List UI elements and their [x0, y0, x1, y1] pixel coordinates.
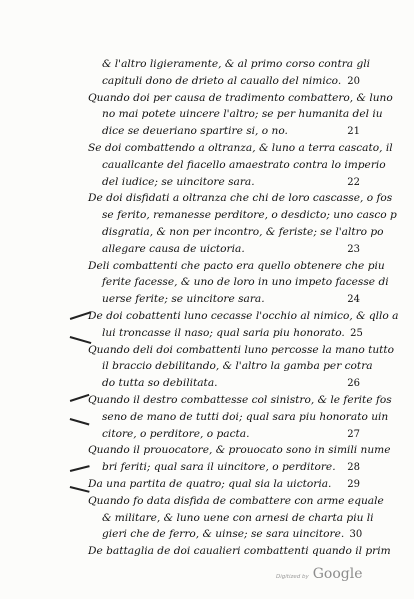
text-line: del iudice; se uincitore sara. 22: [88, 174, 360, 191]
chapter-number: 27: [347, 428, 360, 440]
text-line: il braccio debilitando, & l'altro la gamba per cotra: [102, 360, 373, 373]
google-logo: Google: [312, 566, 363, 582]
text-line: Quando doi per causa de tradimento combattero, & luno: [88, 91, 393, 104]
text-line: seno de mano de tutti doi; qual sara piu honorato uin: [102, 410, 389, 423]
digitized-by-label: Digitized by: [276, 574, 309, 580]
chapter-number: 25: [350, 327, 363, 339]
chapter-number: 28: [347, 462, 360, 474]
chapter-number: 26: [347, 378, 360, 390]
chapter-number: 30: [349, 529, 363, 541]
margin-mark: [70, 418, 90, 425]
text-line: allegare causa de uictoria. 23: [88, 241, 360, 258]
text-line: gieri che de ferro, & uinse; se sara uincitore. 30: [88, 526, 360, 543]
text-line: citore, o perditore, o pacta. 27: [88, 426, 360, 443]
text-line: De doi disfidati a oltranza che chi de loro cascasse, o fos: [88, 192, 393, 205]
text-line: Da una partita de quatro; qual sia la uictoria. 29: [88, 476, 360, 493]
chapter-number: 21: [347, 126, 360, 138]
text-line: Deli combattenti che pacto era quello obtenere che piu: [88, 259, 385, 272]
text-line: Quando il prouocatore, & prouocato sono in simili nume: [88, 444, 391, 457]
text-line: se ferito, remanesse perditore, o desdicto; uno casco p: [102, 209, 397, 222]
text-line: uerse ferite; se uincitore sara. 24: [88, 291, 360, 308]
chapter-number: 24: [347, 294, 360, 306]
text-line: Se doi combattendo a oltranza, & luno a terra cascato, il: [88, 141, 393, 154]
text-line: De doi cobattenti luno cecasse l'occhio al nimico, & qllo a: [88, 309, 399, 322]
chapter-number: 29: [347, 478, 360, 490]
chapter-number: 20: [347, 75, 360, 87]
text-line: no mai potete uincere l'altro; se per humanita del iu: [102, 108, 383, 121]
text-line: capituli dono de drieto al cauallo del nimico. 20: [88, 73, 360, 90]
margin-mark: [70, 394, 89, 402]
margin-mark: [70, 465, 90, 471]
chapter-number: 22: [347, 176, 360, 188]
text-line: disgratia, & non per incontro, & feriste; se l'altro po: [102, 225, 384, 238]
text-line: & l'altro ligieramente, & al primo corso contra gli: [102, 58, 371, 70]
chapter-number: 23: [347, 243, 360, 255]
text-line: De battaglia de doi caualieri combattenti quando il prim: [88, 545, 391, 558]
text-line: cauallcante del fiacello amaestrato contra lo imperio: [102, 158, 386, 171]
text-line: dice se deueriano spartire si, o no. 21: [88, 123, 360, 140]
text-line: Quando il destro combattesse col sinistro, & le ferite fos: [88, 393, 392, 406]
text-line: Quando fo data disfida de combattere con arme equale: [88, 494, 384, 507]
text-line: & militare, & luno uene con arnesi de charta piu li: [102, 511, 374, 524]
text-line: do tutta so debilitata. 26: [88, 375, 360, 392]
text-line: Quando deli doi combattenti luno percosse la mano tutto: [88, 343, 395, 356]
index-text-block: [88, 56, 399, 560]
google-watermark: [276, 566, 363, 582]
text-line: ferite facesse, & uno de loro in uno impeto facesse di: [102, 276, 389, 289]
margin-mark: [70, 486, 90, 492]
text-line: bri feriti; qual sara il uincitore, o perditore. 28: [88, 459, 360, 476]
text-line: lui troncasse il naso; qual saria piu honorato. 25: [88, 325, 360, 342]
